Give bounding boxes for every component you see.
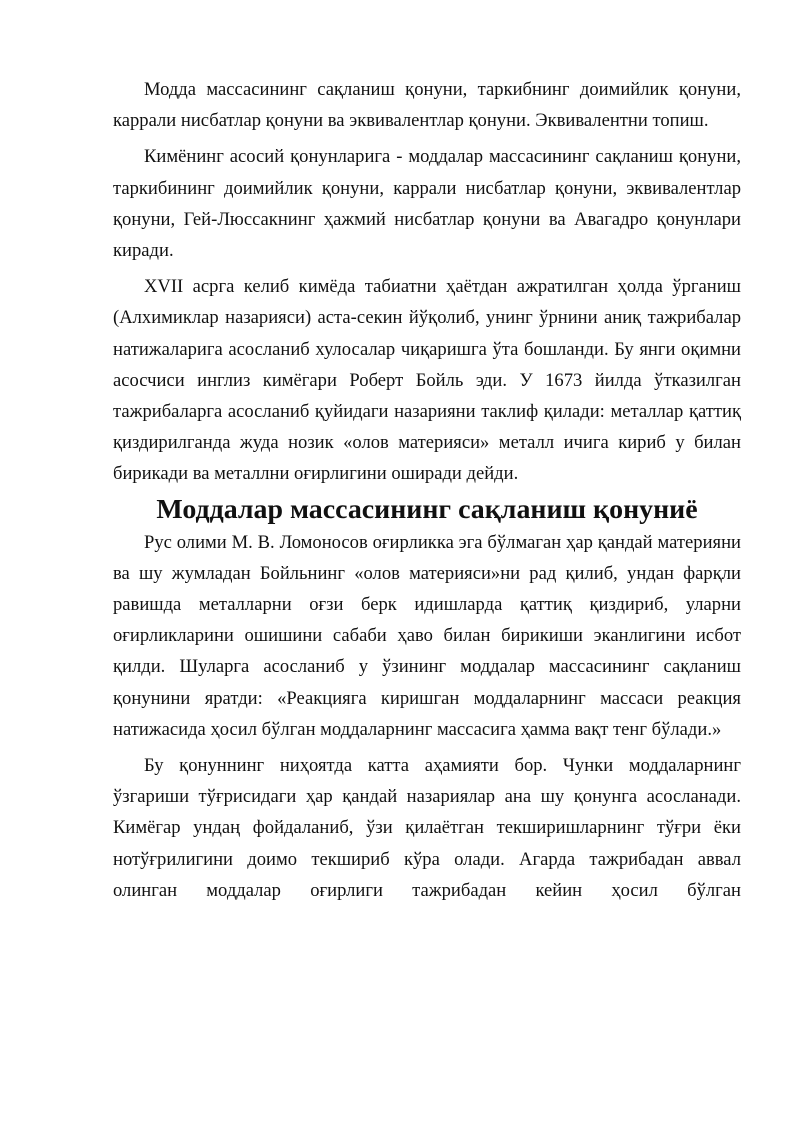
section-heading: Моддалар массасининг сақланиш қонуниё — [156, 493, 698, 525]
paragraph-lomonosov: Рус олими М. В. Ломоносов оғирликка эга бўлмаган ҳар қандай материяни ва шу жумладан Бойльнинг «олов материяси»ни рад қилиб, ундан фарқли равишда металларни оғзи берк идишларда қаттиқ қиздириб, уларни оғирликларини ошишини сабаби ҳаво билан бирикиши эканлигини исбот қилди. Шуларга асосланиб у ўзининг моддалар массасининг сақланиш қонунини яратди: «Реакцияга киришган моддаларнинг массаси реакция натижасида ҳосил бўлган моддаларнинг массасига ҳамма вақт тенг бўлади.» — [113, 531, 741, 740]
paragraph-topic-list: Модда массасининг сақланиш қонуни, таркибнинг доимийлик қонуни, каррали нисбатлар қонуни ва эквивалентлар қонуни. Эквивалентни топиш. — [113, 79, 741, 132]
document-page — [113, 74, 741, 911]
paragraph-boyle-theory: XVII асрга келиб кимёда табиатни ҳаётдан ажратилган ҳолда ўрганиш (Алхимиклар назарияси) аста-секин йўқолиб, унинг ўрнини аниқ тажрибалар натижаларига асосланиб хулосалар чиқаришга ўта бошланди. Бу янги оқимни асосчиси инглиз кимёгари Роберт Бойль эди. У 1673 йилда ўтказилган тажрибаларга асосланиб қуйидаги назарияни таклиф қилади: металлар қаттиқ қиздирилганда жуда нозик «олов материяси» металл ичига кириб у билан бирикади ва металлни оғирлигини оширади дейди. — [113, 276, 741, 485]
paragraph-basic-laws: Кимёнинг асосий қонунларига - моддалар массасининг сақланиш қонуни, таркибининг доимийлик қонуни, каррали нисбатлар қонуни, эквивалентлар қонуни, Гей-Люссакнинг ҳажмий нисбатлар қонуни ва Авагадро қонунлари киради. — [113, 146, 741, 262]
paragraph-law-importance: Бу қонуннинг ниҳоятда катта аҳамияти бор. Чунки моддаларнинг ўзгариши тўғрисидаги ҳар қандай назариялар ана шу қонунга асосланади. Кимёгар ундаң фойдаланиб, ўзи қилаётган текширишларнинг тўғри ёки нотўғрилигини доимо текшириб кўра олади. Агарда тажрибадан аввал олинган моддалар оғирлиги тажрибадан кейин ҳосил бўлган — [113, 755, 741, 901]
